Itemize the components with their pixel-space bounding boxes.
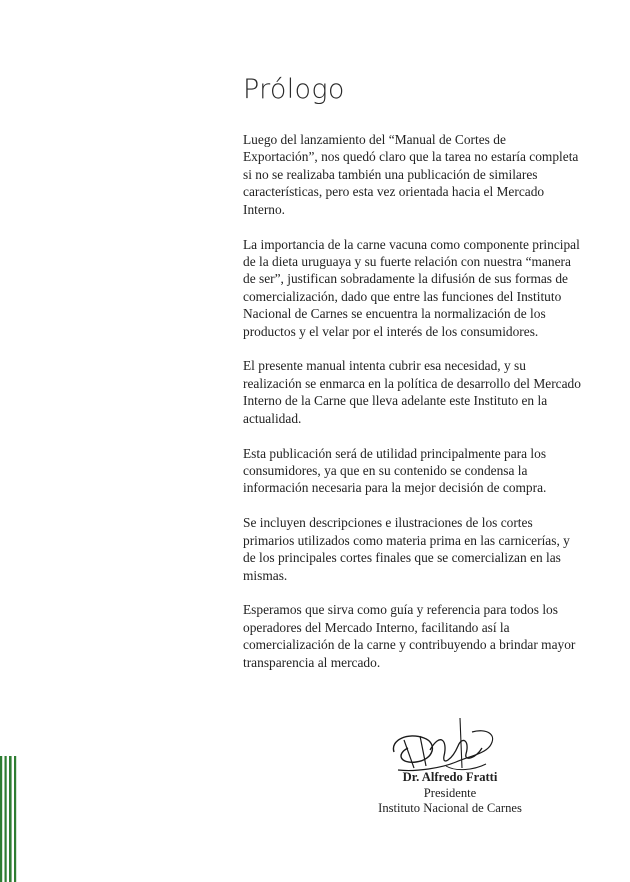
- paragraph-1: Luego del lanzamiento del “Manual de Cortes de Exportación”, nos quedó claro que la tarea no estaría completa si no se realizaba también una publicación de similares características, pero esta vez orientada hacia el Mercado Interno.: [243, 132, 579, 217]
- signatory-role: Presidente: [423, 785, 477, 800]
- stripe-3: [9, 756, 12, 882]
- signatory-organization: Instituto Nacional de Carnes: [378, 801, 522, 815]
- stripe-1: [0, 756, 2, 882]
- page-title: Prólogo: [243, 74, 345, 105]
- paragraph-6: Esperamos que sirva como guía y referencia para todos los operadores del Mercado Interno, facilitando así la comercialización de la carne y contribuyendo a brindar mayor transparencia al mercado.: [243, 602, 576, 670]
- signatory-name: Dr. Alfredo Fratti: [402, 770, 498, 784]
- decorative-green-stripes: [0, 756, 20, 882]
- prologue-body: [243, 131, 583, 689]
- paragraph-5: Se incluyen descripciones e ilustraciones de los cortes primarios utilizados como materia prima en las carnicerías, y de los principales cortes finales que se comercializan en las mismas.: [243, 515, 570, 583]
- paragraph-3: El presente manual intenta cubrir esa necesidad, y su realización se enmarca en la política de desarrollo del Mercado Interno de la Carne que lleva adelante este Instituto en la actualidad.: [243, 358, 581, 426]
- paragraph-4: Esta publicación será de utilidad principalmente para los consumidores, ya que en su contenido se condensa la información necesaria para la mejor decisión de compra.: [243, 445, 547, 496]
- paragraph-2: La importancia de la carne vacuna como componente principal de la dieta uruguaya y su fuerte relación con nuestra “manera de ser”, justifican sobradamente la difusión de sus formas de comercialización, dado que entre las funciones del Instituto Nacional de Carnes se encuentra la normalización de los productos y el velar por el interés de los consumidores.: [243, 236, 580, 339]
- stripe-2: [5, 756, 7, 882]
- stripe-4: [14, 756, 16, 882]
- signature-block: [360, 770, 540, 817]
